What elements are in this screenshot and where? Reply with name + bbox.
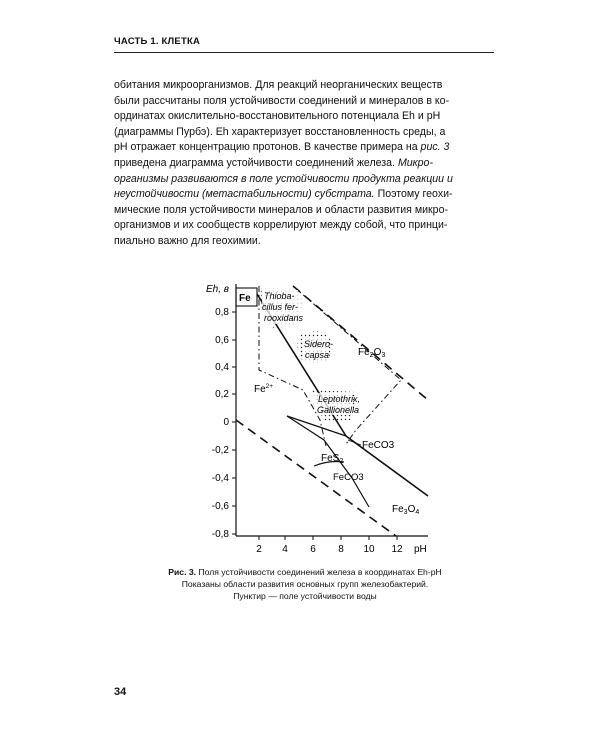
fe3o4-label-main: Fe bbox=[392, 504, 404, 515]
x-tick-label: 10 bbox=[363, 544, 375, 555]
fe3o4-label-sub2: 4 bbox=[415, 509, 420, 516]
x-tick-label: 4 bbox=[282, 544, 288, 555]
y-ticks bbox=[212, 307, 236, 540]
x-tick-label: 6 bbox=[310, 544, 316, 555]
feco3-upper-label: FeCO3 bbox=[362, 440, 395, 451]
text-line: (диаграммы Пурбэ). Eh характеризует восстановленность среды, а bbox=[114, 125, 446, 138]
y-tick-label: -0,2 bbox=[211, 445, 229, 456]
fe2plus-label bbox=[254, 383, 273, 395]
fe2plus-label-main: Fe bbox=[254, 384, 266, 395]
y-tick-label: -0,4 bbox=[211, 473, 229, 484]
fe3o4-label bbox=[392, 504, 419, 516]
text-line: мические поля устойчивости минералов и области развития микро- bbox=[114, 203, 448, 216]
text-line: организмов и их сообществ коррелируют между собой, что принци- bbox=[114, 219, 448, 232]
bacteria-label-line: Gallionella bbox=[317, 405, 360, 415]
y-tick-label: 0,8 bbox=[215, 307, 229, 318]
fe-region-label: Fe bbox=[239, 293, 251, 304]
caption-title: Поля устойчивости соединений железа в координатах Eh-pH bbox=[198, 567, 442, 577]
x-axis-label: pH bbox=[414, 544, 427, 555]
fe3o4-label-o: O bbox=[407, 504, 416, 515]
bacteria-label-line: capsa bbox=[305, 350, 330, 360]
text-line bbox=[114, 187, 494, 203]
text-line: организмы развиваются в поле устойчивости продукта реакции и bbox=[114, 172, 453, 185]
fe2o3-label bbox=[358, 347, 385, 359]
thiobacillus-label bbox=[262, 290, 304, 324]
fes2-label bbox=[321, 453, 343, 465]
text-line bbox=[114, 140, 494, 156]
fes2-label-main: FeS bbox=[321, 453, 340, 464]
y-tick-label: 0,2 bbox=[215, 389, 229, 400]
y-tick-label: -0,6 bbox=[211, 501, 229, 512]
text-line: ординатах окислительно-восстановительного потенциала Eh и pH bbox=[114, 110, 441, 123]
fe2o3-label-o: O bbox=[373, 347, 382, 358]
caption-title-line bbox=[110, 566, 500, 578]
caption-line: Показаны области развития основных групп железобактерий. bbox=[181, 579, 429, 589]
y-tick-label: 0 bbox=[223, 417, 229, 428]
feco3-lower-label: FeCO3 bbox=[333, 472, 364, 483]
running-header bbox=[114, 36, 494, 53]
bacteria-label-line: Sidero- bbox=[304, 339, 334, 349]
y-axis-label: Eh, в bbox=[206, 284, 230, 295]
x-tick-label: 2 bbox=[256, 544, 262, 555]
figure-caption bbox=[110, 566, 500, 602]
x-tick-label: 12 bbox=[391, 544, 403, 555]
x-tick-label: 8 bbox=[338, 544, 344, 555]
x-ticks bbox=[256, 536, 427, 555]
text-segment: Поэтому геохи- bbox=[377, 188, 453, 201]
water-lower-boundary bbox=[236, 420, 396, 536]
fe2o3-label-main: Fe bbox=[358, 347, 370, 358]
bacteria-label-line: Thioba- bbox=[264, 291, 295, 301]
page-number: 34 bbox=[114, 686, 127, 698]
figure-reference: рис. 3 bbox=[420, 141, 450, 154]
running-title: ЧАСТЬ 1. КЛЕТКА bbox=[114, 36, 201, 47]
caption-line: Пунктир — поле устойчивости воды bbox=[233, 591, 377, 601]
text-line bbox=[114, 156, 494, 172]
fe3o4-label-sub: 3 bbox=[403, 509, 408, 516]
y-tick-label: -0,8 bbox=[211, 529, 229, 540]
bacteria-label-line: rooxidans bbox=[264, 313, 304, 323]
caption-label: Рис. 3. bbox=[168, 567, 197, 577]
italic-segment: неустойчивости (метастабильности) субстрата. bbox=[114, 188, 375, 201]
diagram-svg bbox=[196, 270, 446, 560]
text-line: обитания микроорганизмов. Для реакций неорганических веществ bbox=[114, 79, 443, 91]
text-line: были рассчитаны поля устойчивости соединений и минералов в ко- bbox=[114, 94, 450, 107]
fe2plus-label-sup: 2+ bbox=[265, 383, 274, 390]
body-paragraph bbox=[114, 78, 494, 250]
text-segment: pH отражает концентрацию протонов. В качестве примера на bbox=[114, 141, 418, 154]
feco3-leader-line bbox=[348, 440, 361, 445]
text-line: пиально важно для геохимии. bbox=[114, 234, 261, 247]
italic-segment: Микро- bbox=[397, 156, 433, 169]
pourbaix-diagram bbox=[196, 270, 446, 560]
siderocapsa-label bbox=[303, 338, 333, 360]
y-tick-label: 0,4 bbox=[215, 362, 229, 373]
fe2o3-label-sub: 2 bbox=[369, 352, 374, 359]
y-tick-label: 0,6 bbox=[215, 335, 229, 346]
fes2-label-sub: 2 bbox=[339, 458, 344, 465]
bacteria-label-line: cillus fer- bbox=[262, 302, 298, 312]
bacteria-label-line: Leptothrix, bbox=[318, 394, 361, 404]
fe2o3-label-sub2: 3 bbox=[381, 352, 386, 359]
text-segment: приведена диаграмма устойчивости соединений железа. bbox=[114, 156, 395, 169]
